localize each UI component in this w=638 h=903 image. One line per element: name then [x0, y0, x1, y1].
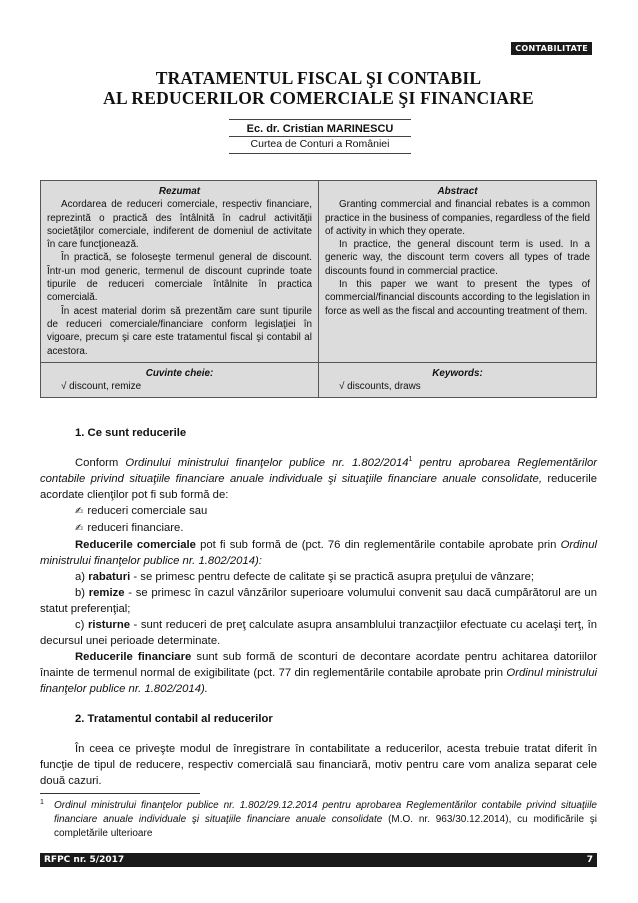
list-item	[40, 503, 597, 520]
item-label: b)	[75, 587, 89, 599]
term-bold: Reducerile financiare	[75, 651, 192, 663]
writing-hand-icon: ✍	[75, 523, 84, 534]
author-affiliation: Curtea de Conturi a României	[250, 138, 390, 150]
title-line-1: TRATAMENTUL FISCAL ŞI CONTABIL	[155, 68, 482, 88]
section-1-heading: 1. Ce sunt reducerile	[75, 427, 187, 439]
section-1-paragraph-1	[40, 455, 597, 503]
author-name: Ec. dr. Cristian MARINESCU	[246, 123, 394, 135]
list-item	[40, 520, 597, 537]
writing-hand-icon: ✍	[75, 506, 84, 517]
footnote-rule	[40, 793, 200, 794]
page-number: 7	[586, 855, 593, 865]
author-block	[229, 119, 411, 154]
text-run: pot fi sub formă de (pct. 76 din reglementările contabile aprobate prin	[195, 539, 561, 551]
item-c	[40, 617, 597, 649]
keywords-heading: Keywords:	[432, 367, 483, 379]
footnote-number: 1	[40, 799, 44, 806]
spacer	[40, 727, 597, 741]
item-b	[40, 585, 597, 617]
text-run: - sunt reduceri de preţ calculate asupra ansamblului tranzacţiilor efectuate cu acelaşi terţ, în decursul unei perioade determinate.	[40, 619, 597, 647]
section-badge: CONTABILITATE	[511, 42, 592, 55]
spacer	[40, 441, 597, 455]
list-item-text: reduceri financiare.	[87, 522, 184, 534]
footnote-ref: 1	[408, 456, 413, 464]
item-a	[40, 569, 597, 585]
abstract-paragraph: In this paper we want to present the types of commercial/financial discounts according to the legislation in force as well as the fiscal and accounting treatment of them.	[325, 279, 590, 317]
text-run-italic: pentru aprobarea Reglementărilor contabile privind situaţiile financiare anuale individuale şi situaţiile financiare anuale consolidate,	[40, 457, 597, 485]
cuvinte-cheie-heading: Cuvinte cheie:	[145, 367, 214, 379]
text-run-italic: Ordinul ministrului finanţelor publice nr. 1.802/2014):	[40, 539, 597, 567]
order-reference: Ordinului ministrului finanţelor publice nr. 1.802/2014	[125, 457, 409, 469]
item-label: a)	[75, 571, 89, 583]
term-bold: remize	[88, 587, 125, 599]
footnote-rest: (M.O. nr. 963/30.12.2014), cu modificările şi completările ulterioare	[54, 814, 597, 839]
text-run: - se primesc în cazul vânzărilor superioare volumului convenit sau dacă cumpărătorul are un statut preferenţial;	[40, 587, 597, 615]
rezumat-paragraph: În practică, se foloseşte termenul general de discount. Într-un mod generic, termenul de discount cuprinde toate tipurile de reduceri comerciale întâlnite în practica comercială.	[47, 252, 312, 304]
spacer	[40, 697, 597, 711]
text-run: Conform	[75, 457, 126, 469]
text-run: reducerile acordate clienţilor pot fi sub formă de:	[40, 473, 597, 501]
summary-table	[40, 180, 597, 398]
rezumat-cell	[41, 181, 319, 363]
keywords-value: √ discounts, draws	[339, 381, 421, 393]
keywords-cell	[319, 362, 597, 398]
term-bold: rabaturi	[88, 571, 131, 583]
journal-issue: RFPC nr. 5/2017	[44, 855, 125, 865]
footnote-text	[40, 799, 597, 841]
author-bottom-rule	[229, 153, 411, 154]
footnote-italic: Ordinul ministrului finanţelor publice nr. 1.802/29.12.2014 pentru aprobarea Reglementărilor contabile privind situaţiile financiare anuale individuale şi situaţiile financiare anuale consolidate	[54, 800, 597, 825]
item-label: c)	[75, 619, 88, 631]
section-1-paragraph-2	[40, 537, 597, 569]
abstract-cell	[319, 181, 597, 363]
term-bold: risturne	[87, 619, 131, 631]
title-line-2: AL REDUCERILOR COMERCIALE ŞI FINANCIARE	[103, 88, 534, 108]
footer-bar	[40, 853, 597, 867]
section-1-paragraph-3	[40, 649, 597, 697]
rezumat-paragraph: Acordarea de reduceri comerciale, respectiv financiare, reprezintă o practică des întâlnită în cadrul activităţii societăţilor comerciale, indiferent de domeniul de activitate în care funcţionează.	[47, 199, 312, 251]
abstract-paragraph: Granting commercial and financial rebates is a common practice in the business of companies, regardless of the field of activity in which they operate.	[325, 199, 590, 237]
article-title	[40, 68, 597, 108]
cuvinte-cheie-cell	[41, 362, 319, 398]
text-run: - se primesc pentru defecte de calitate şi se practică asupra preţului de vânzare;	[130, 571, 535, 583]
article-body	[40, 425, 597, 789]
list-item-text: reduceri comerciale sau	[87, 505, 208, 517]
rezumat-paragraph: În acest material dorim să prezentăm care sunt tipurile de reduceri comerciale/financiare conform legislaţiei în vigoare, precum şi care este tratamentul fiscal şi contabil al acestora.	[47, 305, 312, 357]
cuvinte-cheie-value: √ discount, remize	[61, 381, 142, 393]
section-2-heading: 2. Tratamentul contabil al reducerilor	[75, 713, 273, 725]
rezumat-heading: Rezumat	[158, 186, 201, 197]
abstract-heading: Abstract	[437, 186, 478, 197]
term-bold: Reducerile comerciale	[75, 539, 196, 551]
footnote	[40, 799, 597, 841]
section-2-paragraph-1: În ceea ce priveşte modul de înregistrare în contabilitate a reducerilor, acesta trebuie tratat diferit în funcţie de tipul de reducere, respectiv comercială sau financiară, motiv pentru care vom analiza separat cele două cazuri.	[40, 743, 597, 787]
abstract-paragraph: In practice, the general discount term is used. In a generic way, the discount term covers all types of trade discounts found in commercial practice.	[325, 239, 590, 277]
text-run-italic: Ordinul ministrului finanţelor publice nr. 1.802/2014).	[40, 667, 598, 695]
text-run: sunt sub formă de sconturi de decontare acordate pentru achitarea datoriilor înainte de termenul normal de exigibilitate (pct. 77 din reglementările contabile aprobate prin	[40, 651, 597, 679]
